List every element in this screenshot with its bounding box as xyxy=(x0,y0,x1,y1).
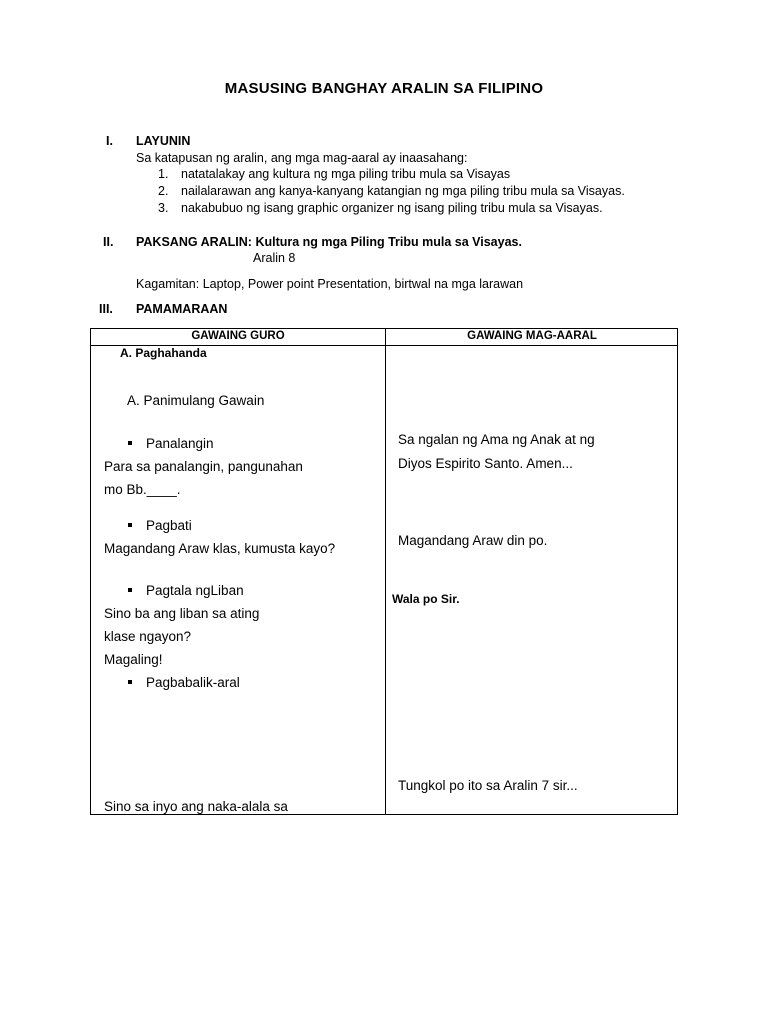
column-divider xyxy=(385,329,386,814)
materials: Kagamitan: Laptop, Power point Presentation, birtwal na mga larawan xyxy=(136,277,524,291)
lesson-number: Aralin 8 xyxy=(253,251,296,265)
teacher-text: Sino ba ang liban sa ating xyxy=(104,606,260,621)
objective-text: nakabubuo ng isang graphic organizer ng isang piling tribu mula sa Visayas. xyxy=(181,201,603,215)
section-2-heading: PAKSANG ARALIN: Kultura ng mga Piling Tribu mula sa Visayas. xyxy=(136,235,522,249)
header-student-activity: GAWAING MAG-AARAL xyxy=(467,330,597,342)
bullet-item: Pagbabalik-aral xyxy=(128,675,240,690)
student-text: Wala po Sir. xyxy=(392,592,460,606)
student-text: Tungkol po ito sa Aralin 7 sir... xyxy=(398,778,578,793)
section-3-numeral: III. xyxy=(99,302,113,316)
header-teacher-activity: GAWAING GURO xyxy=(191,330,285,342)
bullet-icon xyxy=(128,441,132,445)
objective-number: 2. xyxy=(158,184,169,198)
bullet-icon xyxy=(128,680,132,684)
objective-number: 3. xyxy=(158,201,169,215)
teacher-text: mo Bb.____. xyxy=(104,482,181,497)
student-text: Diyos Espirito Santo. Amen... xyxy=(398,456,573,471)
part-label: A. Paghahanda xyxy=(120,346,207,360)
teacher-text: Magandang Araw klas, kumusta kayo? xyxy=(104,541,336,556)
section-1-heading: LAYUNIN xyxy=(136,134,191,148)
teacher-text: Para sa panalangin, pangunahan xyxy=(104,459,303,474)
student-text: Magandang Araw din po. xyxy=(398,533,548,548)
bullet-item: Panalangin xyxy=(128,436,214,451)
section-1-numeral: I. xyxy=(106,134,113,148)
teacher-text: Magaling! xyxy=(104,652,163,667)
bullet-item: Pagtala ngLiban xyxy=(128,583,244,598)
teacher-text: Sino sa inyo ang naka-alala sa xyxy=(104,799,288,814)
document-title: MASUSING BANGHAY ARALIN SA FILIPINO xyxy=(224,80,544,97)
objective-number: 1. xyxy=(158,167,169,181)
objective-text: nailalarawan ang kanya-kanyang katangian ng mga piling tribu mula sa Visayas. xyxy=(181,184,625,198)
sub-heading: A. Panimulang Gawain xyxy=(127,393,265,408)
section-3-heading: PAMAMARAAN xyxy=(136,302,228,316)
bullet-icon xyxy=(128,588,132,592)
bullet-icon xyxy=(128,523,132,527)
objectives-intro: Sa katapusan ng aralin, ang mga mag-aaral ay inaasahang: xyxy=(136,151,468,165)
teacher-text: klase ngayon? xyxy=(104,629,192,644)
student-text: Sa ngalan ng Ama ng Anak at ng xyxy=(398,432,595,447)
section-2-numeral: II. xyxy=(103,235,114,249)
objective-text: natatalakay ang kultura ng mga piling tribu mula sa Visayas xyxy=(181,167,511,181)
bullet-item: Pagbati xyxy=(128,518,192,533)
